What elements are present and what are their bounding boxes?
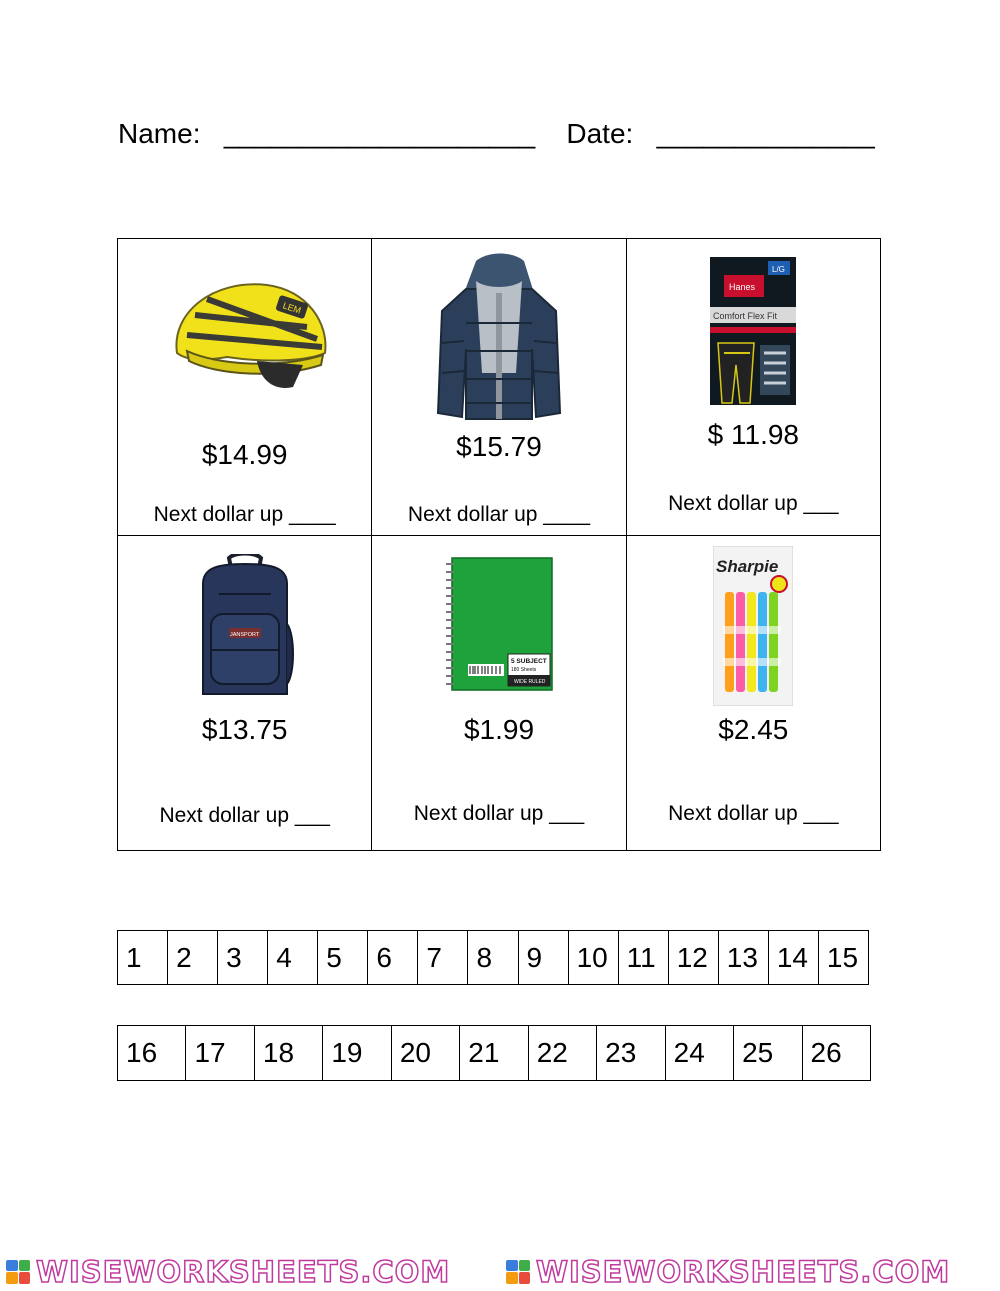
number-cell[interactable]: 11 (618, 931, 668, 985)
watermark-brand (506, 1255, 1000, 1289)
next-dollar-prompt[interactable]: Next dollar up ____ (407, 503, 591, 526)
highlighter-brand-text: Sharpie (716, 557, 779, 576)
watermark-text: WISEWORKSHEETS.COM (36, 1254, 451, 1289)
watermark-footer (0, 1252, 1000, 1291)
number-cell[interactable]: 15 (818, 931, 868, 985)
price: $13.75 (201, 714, 288, 745)
number-cell[interactable]: 21 (460, 1026, 528, 1081)
underwear-title-text: Comfort Flex Fit (713, 311, 778, 321)
date-field[interactable]: ______________ (656, 118, 875, 149)
price: $2.45 (718, 714, 789, 745)
price: $ 11.98 (707, 419, 799, 450)
watermark-brand (6, 1255, 500, 1289)
notebook-sheets-text: 180 Sheets (510, 667, 537, 673)
item-cell-notebook (372, 536, 626, 851)
items-table (117, 238, 881, 851)
item-cell-underwear (626, 239, 880, 536)
number-line-1-to-15 (117, 930, 869, 985)
notebook-label-text: 5 SUBJECT (510, 658, 547, 665)
item-cell-highlighters (626, 536, 880, 851)
number-cell[interactable]: 4 (268, 931, 318, 985)
number-line-16-to-26 (117, 1025, 871, 1081)
number-cell[interactable]: 9 (518, 931, 568, 985)
number-cell[interactable]: 18 (254, 1026, 322, 1081)
wiseworksheets-logo-icon (6, 1260, 30, 1284)
number-cell[interactable]: 19 (323, 1026, 391, 1081)
backpack-brand-text: JANSPORT (229, 632, 259, 638)
number-cell[interactable]: 3 (218, 931, 268, 985)
backpack-image (195, 554, 295, 700)
next-dollar-prompt[interactable]: Next dollar up ___ (413, 802, 585, 825)
highlighter-pack-image (713, 546, 793, 706)
number-cell[interactable]: 7 (418, 931, 468, 985)
name-date-header (118, 118, 875, 150)
number-cell[interactable]: 8 (468, 931, 518, 985)
watermark-text: WISEWORKSHEETS.COM (536, 1254, 951, 1289)
wiseworksheets-logo-icon (506, 1260, 530, 1284)
underwear-size-text: L/G (772, 265, 786, 274)
price: $15.79 (456, 431, 542, 462)
underwear-brand-text: Hanes (729, 282, 756, 292)
number-cell[interactable]: 22 (528, 1026, 596, 1081)
number-cell[interactable]: 2 (168, 931, 218, 985)
next-dollar-prompt[interactable]: Next dollar up ____ (153, 503, 336, 526)
helmet-brand-text: LEM (281, 300, 302, 316)
next-dollar-prompt[interactable]: Next dollar up ___ (668, 492, 839, 515)
number-cell[interactable]: 26 (802, 1026, 870, 1081)
item-cell-helmet (118, 239, 372, 536)
number-cell[interactable]: 5 (318, 931, 368, 985)
date-label: Date: (566, 118, 634, 149)
price: $1.99 (463, 714, 535, 745)
number-cell[interactable]: 6 (368, 931, 418, 985)
name-label: Name: (118, 118, 201, 149)
next-dollar-prompt[interactable]: Next dollar up ___ (159, 804, 330, 827)
number-cell[interactable]: 13 (718, 931, 768, 985)
price: $14.99 (201, 439, 288, 470)
item-cell-jacket (372, 239, 626, 536)
name-field[interactable]: ____________________ (223, 118, 536, 149)
number-cell[interactable]: 24 (665, 1026, 733, 1081)
number-cell[interactable]: 14 (768, 931, 818, 985)
underwear-pack-image (710, 257, 796, 405)
number-cell[interactable]: 10 (568, 931, 618, 985)
bicycle-helmet-image (157, 265, 333, 395)
spiral-notebook-image (444, 556, 554, 692)
number-cell[interactable]: 1 (118, 931, 168, 985)
puffer-jacket-image (436, 253, 562, 421)
number-cell[interactable]: 23 (597, 1026, 665, 1081)
next-dollar-prompt[interactable]: Next dollar up ___ (668, 802, 839, 825)
number-cell[interactable]: 25 (734, 1026, 802, 1081)
number-cell[interactable]: 17 (186, 1026, 254, 1081)
number-cell[interactable]: 20 (391, 1026, 459, 1081)
notebook-ruling-text: WIDE RULED (513, 679, 546, 685)
number-cell[interactable]: 12 (668, 931, 718, 985)
number-cell[interactable]: 16 (118, 1026, 186, 1081)
item-cell-backpack (118, 536, 372, 851)
